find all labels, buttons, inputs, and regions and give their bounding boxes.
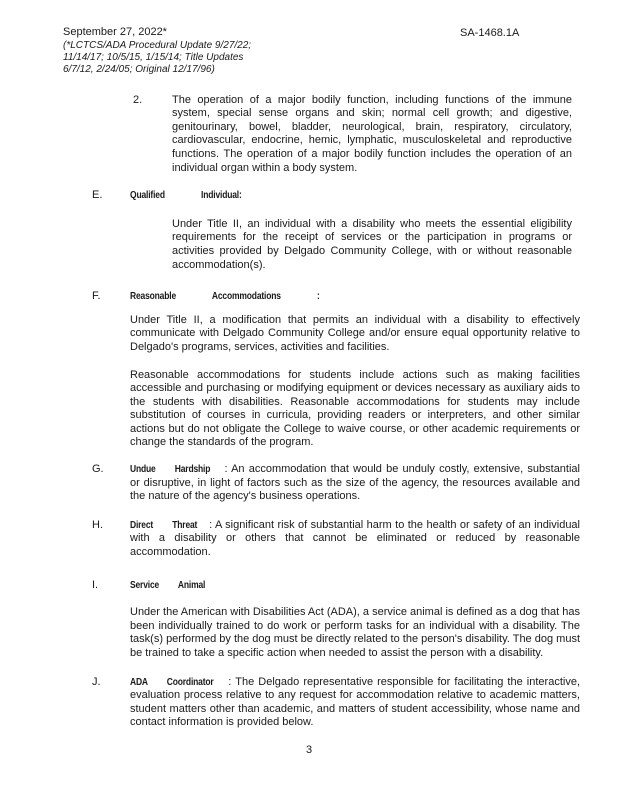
- def-inline-text: : A significant risk of substantial harm to the health or safety of an individual with a disability or others that cannot be eliminated or reduced by reasonable accommodation.: [130, 518, 580, 559]
- def-term: Direct Threat: [130, 519, 198, 531]
- definition-item-reasonable-accommodations: [92, 290, 618, 450]
- def-letter: H.: [92, 518, 103, 531]
- doc-date: September 27, 2022*: [63, 26, 167, 38]
- revision-line: 6/7/12, 2/24/05; Original 12/17/96): [63, 63, 215, 75]
- def-letter: G.: [92, 463, 104, 476]
- def-paragraph: Under the American with Disabilities Act (ADA), a service animal is defined as a dog that has been individually trained to do work or perform tasks for an individual with a disability. The task(s) performed by the dog must be directly related to the person's disability. The dog must be trained to take a specific action when needed to assist the person with a disability.: [130, 606, 580, 659]
- definition-item-undue-hardship: [92, 463, 618, 504]
- def-heading: [130, 519, 580, 560]
- def-letter: J.: [92, 675, 101, 688]
- doc-header: [63, 26, 618, 76]
- def-heading: [130, 463, 580, 504]
- def-letter: E.: [92, 189, 103, 202]
- item-text: The operation of a major bodily function, including functions of the immune system, special sense organs and skin; normal cell growth; and digestive, genitourinary, bowel, bladder, neurological, brain, respiratory, circulatory, cardiovascular, endocrine, hemic, lymphatic, musculoskeletal and reproductive functions. The operation of a major bodily function includes the operation of an individual organ within a body system.: [172, 93, 572, 174]
- revision-line: (*LCTCS/ADA Procedural Update 9/27/22;: [63, 39, 252, 51]
- definition-item-ada-coordinator: [92, 676, 618, 730]
- revision-line: 11/14/17; 10/5/15, 1/15/14; Title Updates: [63, 51, 244, 63]
- def-paragraph: Under Title II, a modification that permits an individual with a disability to effectively communicate with Delgado Community College and/or ensure equal opportunity relative to Delgado's programs, services, activities and facilities.: [130, 313, 580, 353]
- def-letter: F.: [92, 290, 101, 303]
- def-term: Qualified Individual:: [130, 190, 242, 202]
- def-term: Reasonable Accommodations :: [130, 291, 320, 303]
- def-term: Service Animal: [130, 579, 206, 591]
- def-paragraph: Reasonable accommodations for students include actions such as making facilities accessible and purchasing or modifying equipment or devices necessary as auxiliary aids to the students with disabilities. Reasonable accommodations for students may include substitution of courses in curricula, providing readers or interpreters, and other similar actions but do not obligate the College to waive course, or other academic requirements or change the standards of the program.: [130, 368, 580, 449]
- def-term: Undue Hardship: [130, 464, 211, 476]
- definition-item-direct-threat: [92, 519, 618, 560]
- item-number: 2.: [133, 93, 143, 106]
- page-number: 3: [305, 743, 313, 756]
- def-heading: [130, 290, 580, 304]
- definition-item-qualified-individual: [92, 189, 618, 272]
- revision-note: [63, 40, 618, 76]
- definition-item-service-animal: [92, 579, 618, 661]
- def-heading: [130, 579, 580, 593]
- def-paragraph: Under Title II, an individual with a disability who meets the essential eligibility requirements for the receipt of services or the participation in programs or activities provided by Delgado Community College, with or without reasonable accommodation(s).: [172, 217, 572, 271]
- def-heading: [130, 189, 580, 203]
- numbered-item-2: [133, 94, 618, 176]
- def-inline-text: : An accommodation that would be unduly costly, extensive, substantial or disruptive, in light of factors such as the size of the agency, the resources available and the nature of the agency's business operations.: [130, 463, 580, 503]
- def-heading: [130, 676, 580, 730]
- doc-code: SA-1468.1A: [460, 27, 520, 39]
- def-inline-text: : The Delgado representative responsible for facilitating the interactive, evaluation process relative to any request for accommodation relative to academic matters, student matters other than academic, and matters of student accessibility, whose name and contact information is provided below.: [130, 675, 580, 729]
- def-term: ADA Coordinator: [130, 676, 214, 688]
- def-letter: I.: [92, 578, 99, 591]
